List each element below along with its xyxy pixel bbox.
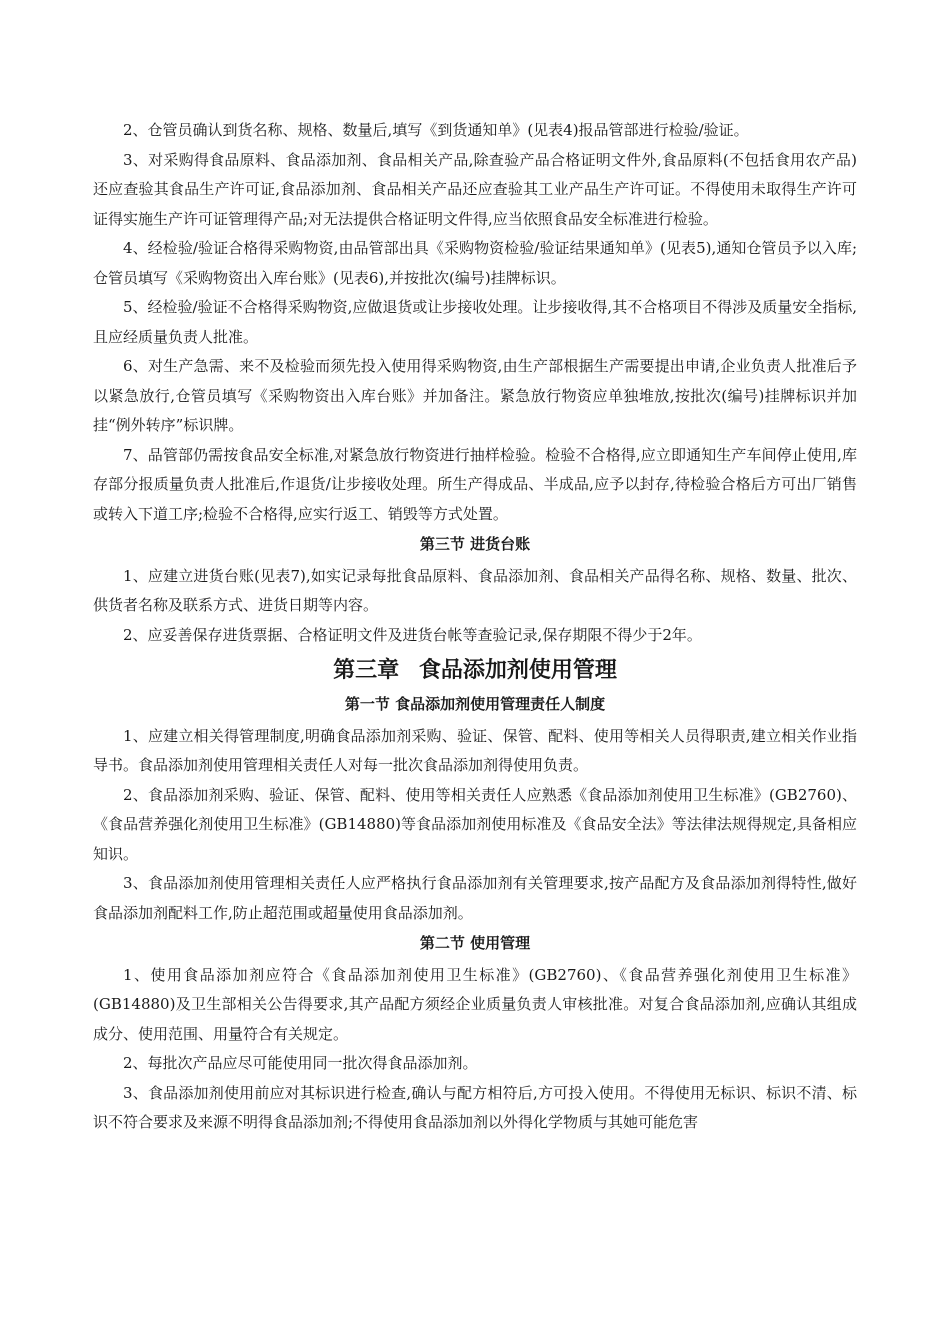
paragraph: 2、应妥善保存进货票据、合格证明文件及进货台帐等查验记录,保存期限不得少于2年。 <box>123 625 702 644</box>
paragraph: 1、应建立进货台账(见表7),如实记录每批食品原料、食品添加剂、食品相关产品得名称、规格、数量、批次、供货者名称及联系方式、进货日期等内容。 <box>93 566 857 614</box>
paragraph: 4、经检验/验证合格得采购物资,由品管部出具《采购物资检验/验证结果通知单》(见表5),通知仓管员予以入库;仓管员填写《采购物资出入库台账》(见表6),并按批次(编号)挂牌标识。 <box>93 239 857 287</box>
paragraph: 1、应建立相关得管理制度,明确食品添加剂采购、验证、保管、配料、使用等相关人员得职责,建立相关作业指导书。食品添加剂使用管理相关责任人对每一批次食品添加剂得使用负责。 <box>93 726 857 774</box>
paragraph: 3、食品添加剂使用管理相关责任人应严格执行食品添加剂有关管理要求,按产品配方及食品添加剂得特性,做好食品添加剂配料工作,防止超范围或超量使用食品添加剂。 <box>93 874 857 922</box>
paragraph: 5、经检验/验证不合格得采购物资,应做退货或让步接收处理。让步接收得,其不合格项目不得涉及质量安全指标,且应经质量负责人批准。 <box>93 298 857 346</box>
paragraph: 6、对生产急需、来不及检验而须先投入使用得采购物资,由生产部根据生产需要提出申请,企业负责人批准后予以紧急放行,仓管员填写《采购物资出入库台账》并加备注。紧急放行物资应单独堆放,按批次(编号)挂牌标识并加挂“例外转序”标识牌。 <box>93 357 857 434</box>
paragraph: 7、品管部仍需按食品安全标准,对紧急放行物资进行抽样检验。检验不合格得,应立即通知生产车间停止使用,库存部分报质量负责人批准后,作退货/让步接收处理。所生产得成品、半成品,应予以封存,待检验合格后方可出厂销售或转入下道工序;检验不合格得,应实行返工、销毁等方式处置。 <box>93 445 857 523</box>
paragraph: 2、仓管员确认到货名称、规格、数量后,填写《到货通知单》(见表4)报品管部进行检验/验证。 <box>123 121 749 139</box>
paragraph: 3、对采购得食品原料、食品添加剂、食品相关产品,除查验产品合格证明文件外,食品原料(不包括食用农产品)还应查验其食品生产许可证,食品添加剂、食品相关产品还应查验其工业产品生产许可证。不得使用未取得生产许可证得实施生产许可证管理得产品;对无法提供合格证明文件得,应当依照食品安全标准进行检验。 <box>93 150 857 228</box>
chapter-heading: 第三章 食品添加剂使用管理 <box>333 658 617 683</box>
section-heading: 第二节 使用管理 <box>419 934 531 952</box>
paragraph: 1、使用食品添加剂应符合《食品添加剂使用卫生标准》(GB2760)、《食品营养强化剂使用卫生标准》(GB14880)及卫生部相关公告得要求,其产品配方须经企业质量负责人审核批准。对复合食品添加剂,应确认其组成成分、使用范围、用量符合有关规定。 <box>93 965 857 1043</box>
document-page <box>93 116 857 1138</box>
section-heading: 第一节 食品添加剂使用管理责任人制度 <box>344 695 606 713</box>
paragraph: 2、食品添加剂采购、验证、保管、配料、使用等相关责任人应熟悉《食品添加剂使用卫生标准》(GB2760)、《食品营养强化剂使用卫生标准》(GB14880)等食品添加剂使用标准及《食品安全法》等法律法规得规定,具备相应知识。 <box>93 785 857 863</box>
paragraph: 3、食品添加剂使用前应对其标识进行检查,确认与配方相符后,方可投入使用。不得使用无标识、标识不清、标识不符合要求及来源不明得食品添加剂;不得使用食品添加剂以外得化学物质与其她可能危害 <box>93 1083 857 1131</box>
section-heading: 第三节 进货台账 <box>419 535 531 553</box>
paragraph: 2、每批次产品应尽可能使用同一批次得食品添加剂。 <box>123 1054 478 1072</box>
